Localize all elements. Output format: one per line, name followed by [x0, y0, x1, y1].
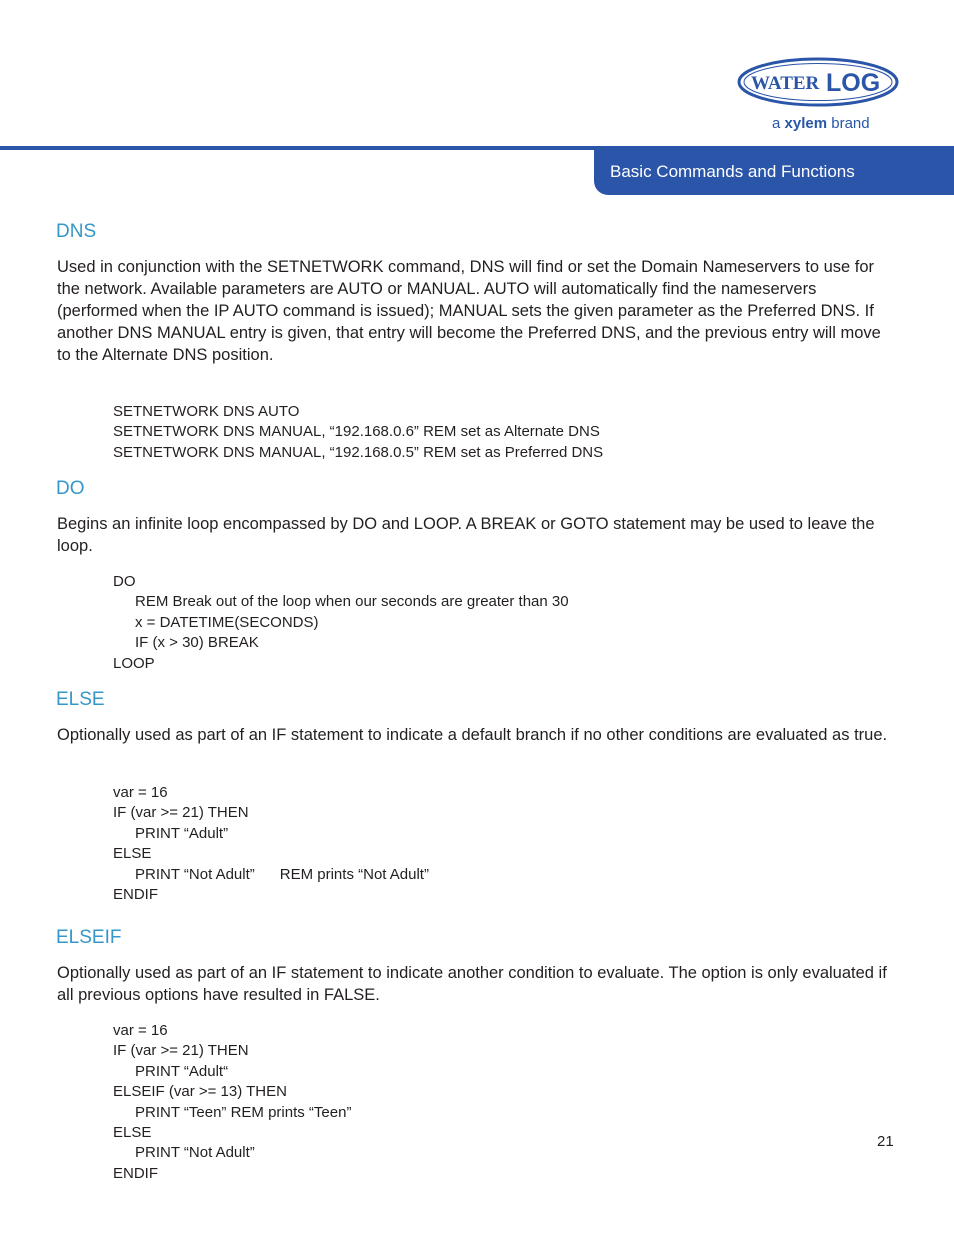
code-line: ENDIF [113, 1164, 158, 1182]
code-line: DO [113, 573, 136, 590]
else-body: Optionally used as part of an IF statement to indicate a default branch if no other conditions are evaluated as true. [57, 726, 888, 744]
else-code [113, 783, 429, 905]
code-line: PRINT “Teen” REM prints “Teen” [135, 1103, 352, 1121]
svg-text:WATER: WATER [751, 73, 820, 94]
code-line: SETNETWORK DNS MANUAL, “192.168.0.6” REM set as Alternate DNS [113, 423, 600, 441]
code-line: var = 16 [113, 784, 168, 801]
elseif-body: Optionally used as part of an IF statement to indicate another condition to evaluate. The option is only evaluated if all previous options have resulted in FALSE. [57, 964, 887, 1004]
waterlog-logo [736, 56, 900, 108]
code-line: REM Break out of the loop when our seconds are greater than 30 [135, 593, 569, 611]
code-line: PRINT “Adult“ [135, 1062, 229, 1080]
code-line: IF (x > 30) BREAK [135, 634, 259, 652]
code-line: var = 16 [113, 1022, 168, 1039]
dns-heading: DNS [56, 221, 97, 242]
code-line: IF (var >= 21) THEN [113, 1042, 249, 1060]
code-line: ELSE [113, 1124, 152, 1142]
do-body: Begins an infinite loop encompassed by DO and LOOP. A BREAK or GOTO statement may be used to leave the loop. [57, 515, 875, 555]
svg-text:LOG: LOG [826, 69, 881, 97]
code-line: LOOP [113, 654, 155, 672]
page-number: 21 [877, 1133, 894, 1150]
code-line: PRINT “Adult” [135, 824, 229, 842]
code-line: PRINT “Not Adult” [135, 1144, 255, 1162]
do-heading: DO [56, 478, 85, 499]
elseif-heading: ELSEIF [56, 927, 122, 948]
section-tab: Basic Commands and Functions [594, 148, 954, 195]
do-code [113, 572, 569, 674]
else-heading: ELSE [56, 689, 105, 710]
code-line: x = DATETIME(SECONDS) [135, 613, 319, 631]
code-line: SETNETWORK DNS MANUAL, “192.168.0.5” REM set as Preferred DNS [113, 443, 604, 461]
code-line: ELSE [113, 845, 152, 863]
dns-body: Used in conjunction with the SETNETWORK command, DNS will find or set the Domain Nameservers to use for the network. Available parameters are AUTO or MANUAL. AUTO will automatically find the nameservers (performed when the IP AUTO command is issued); MANUAL sets the given parameter as the Preferred DNS. If another DNS MANUAL entry is given, that entry will become the Preferred DNS, and the previous entry will move to the Alternate DNS position. [57, 258, 881, 364]
dns-code [113, 402, 603, 463]
code-line: ELSEIF (var >= 13) THEN [113, 1083, 287, 1101]
elseif-code [113, 1021, 351, 1184]
code-line: ENDIF [113, 886, 158, 904]
code-line: PRINT “Not Adult” REM prints “Not Adult” [135, 865, 429, 883]
code-line: IF (var >= 21) THEN [113, 804, 249, 822]
code-line: SETNETWORK DNS AUTO [113, 403, 300, 420]
brand-tagline: a xylem brand [772, 115, 870, 132]
